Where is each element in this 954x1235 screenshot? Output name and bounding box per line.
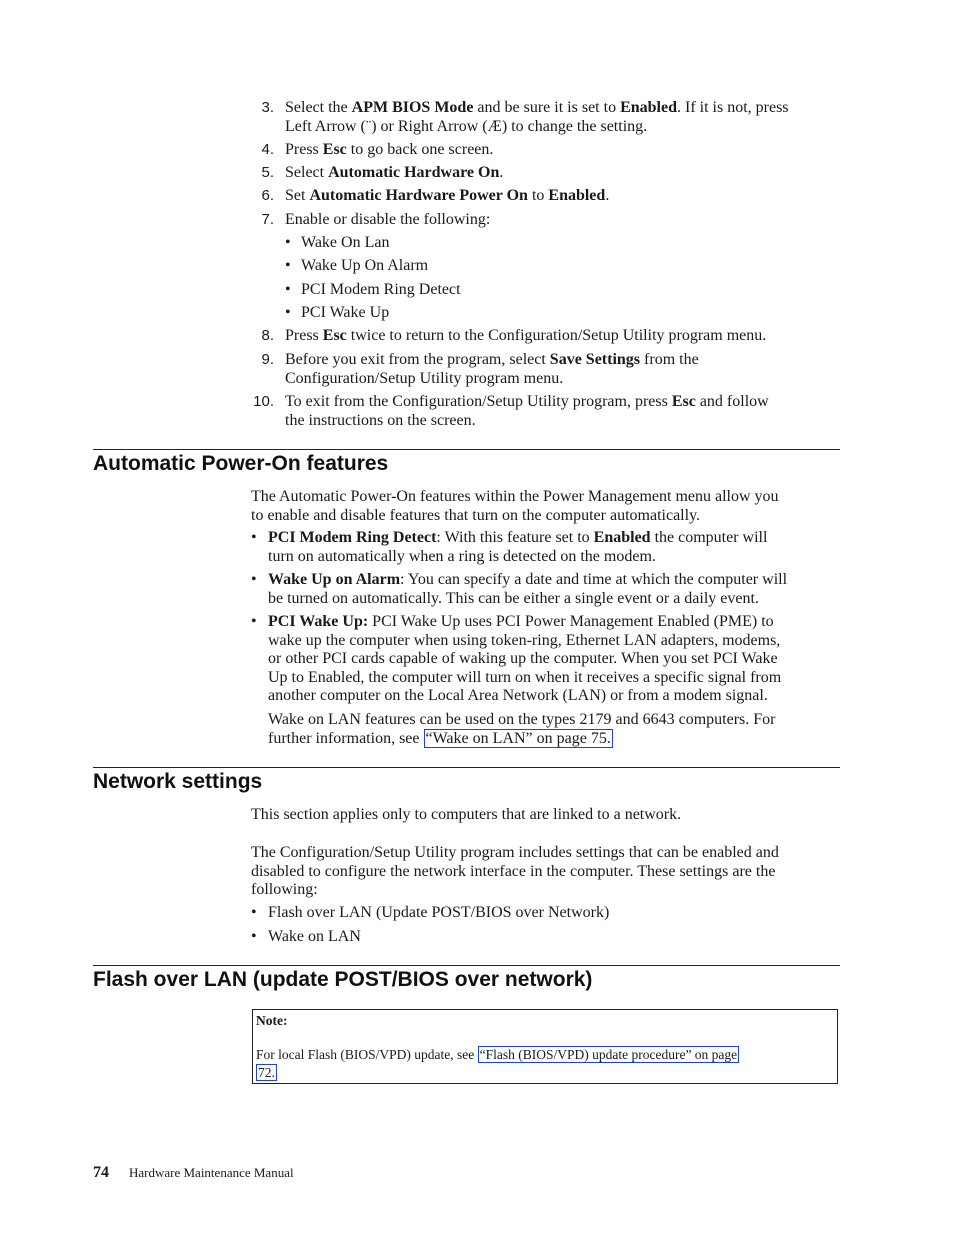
step-text: twice to return to the Configuration/Setup Utility program menu. bbox=[346, 327, 767, 344]
step-text: and be sure it is set to bbox=[473, 99, 621, 116]
network-p1: This section applies only to computers that are linked to a network. bbox=[251, 806, 682, 823]
para-line: disabled to configure the network interface in the computer. These settings are the bbox=[251, 862, 776, 880]
section-divider bbox=[93, 767, 840, 768]
para-line: Wake on LAN features can be used on the types 2179 and 6643 computers. For bbox=[268, 711, 776, 728]
step-bold: APM BIOS Mode bbox=[351, 99, 474, 116]
step-bold: Esc bbox=[671, 393, 696, 410]
para-line: following: bbox=[251, 881, 318, 898]
feature-name: Wake Up on Alarm bbox=[268, 571, 401, 588]
feature-name: PCI Wake Up: bbox=[268, 613, 369, 630]
step-text: To exit from the Configuration/Setup Utility program, press bbox=[285, 393, 672, 410]
feature-text: PCI Wake Up uses PCI Power Management Enabled (PME) to bbox=[368, 613, 774, 630]
step7-item: • PCI Wake Up bbox=[301, 304, 389, 323]
page-number: 74 bbox=[93, 1164, 109, 1181]
step-number: 6. bbox=[261, 187, 274, 204]
feature-name: PCI Modem Ring Detect bbox=[268, 529, 437, 546]
step-number: 5. bbox=[261, 164, 274, 181]
step-text: . If it is not, press bbox=[676, 99, 789, 116]
auto-power-intro bbox=[251, 488, 841, 525]
step-bold: Enabled bbox=[620, 99, 677, 116]
step-text: Left Arrow (¨) or Right Arrow (Æ) to change the setting. bbox=[285, 117, 648, 135]
feature-text: be turned on automatically. This can be either a single event or a daily event. bbox=[268, 589, 759, 607]
network-item: • Flash over LAN (Update POST/BIOS over Network) bbox=[268, 904, 840, 923]
step-text: Select bbox=[285, 164, 329, 181]
step-bold: Automatic Hardware Power On bbox=[309, 187, 528, 204]
step-text: from the bbox=[640, 351, 699, 368]
feature-wake-up-alarm bbox=[268, 571, 840, 608]
flash-procedure-link[interactable]: “Flash (BIOS/VPD) update procedure” on page bbox=[479, 1047, 738, 1062]
para-line: to enable and disable features that turn on the computer automatically. bbox=[251, 506, 701, 524]
step-text: to go back one screen. bbox=[346, 141, 494, 158]
feature-pci-modem-ring bbox=[268, 529, 840, 566]
note-text bbox=[256, 1046, 834, 1082]
step-text: the instructions on the screen. bbox=[285, 411, 476, 429]
para-line: further information, see bbox=[268, 729, 424, 747]
step-bold: Automatic Hardware On bbox=[328, 164, 500, 181]
wake-on-lan-link[interactable]: “Wake on LAN” on page 75. bbox=[425, 729, 611, 747]
para-line: The Configuration/Setup Utility program includes settings that can be enabled and bbox=[251, 844, 779, 861]
step-text: Before you exit from the program, select bbox=[285, 351, 550, 368]
step-bold: Save Settings bbox=[549, 351, 641, 368]
section-heading-auto-power: Automatic Power-On features bbox=[93, 452, 389, 475]
section-divider bbox=[93, 449, 840, 450]
step-text: to bbox=[527, 187, 549, 204]
step-number: 3. bbox=[261, 99, 274, 116]
step-text: Enable or disable the following: bbox=[285, 211, 491, 228]
section-divider bbox=[93, 965, 840, 966]
step7-item: • Wake Up On Alarm bbox=[301, 257, 428, 276]
note-box bbox=[252, 1009, 838, 1084]
network-p2 bbox=[251, 844, 841, 900]
step-text: Press bbox=[285, 141, 323, 158]
feature-pci-wake-up bbox=[268, 613, 840, 706]
note-text-line: For local Flash (BIOS/VPD) update, see bbox=[256, 1047, 478, 1062]
step-number: 9. bbox=[261, 351, 274, 368]
feature-text: or other PCI cards capable of waking up the computer. When you set PCI Wake bbox=[268, 650, 778, 667]
feature-bold: Enabled bbox=[593, 529, 651, 546]
feature-text: the computer will bbox=[650, 529, 768, 546]
step-bold: Esc bbox=[322, 141, 347, 158]
step7-item: • Wake On Lan bbox=[301, 234, 389, 253]
feature-text: Up to Enabled, the computer will turn on when it receives a specific signal from bbox=[268, 668, 782, 686]
step-number: 7. bbox=[261, 211, 274, 228]
section-heading-network: Network settings bbox=[93, 770, 263, 793]
feature-text: : You can specify a date and time at which the computer will bbox=[400, 571, 788, 588]
feature-text: another computer on the Local Area Network (LAN) or from a modem signal. bbox=[268, 687, 768, 704]
step-text: . bbox=[605, 187, 610, 204]
wake-on-lan-note bbox=[268, 711, 840, 748]
feature-text: turn on automatically when a ring is detected on the modem. bbox=[268, 547, 656, 565]
note-label: Note: bbox=[256, 1013, 288, 1028]
step-text: . bbox=[499, 164, 504, 181]
step-text: Set bbox=[285, 187, 310, 204]
step7-item: • PCI Modem Ring Detect bbox=[301, 281, 461, 300]
step-bold: Esc bbox=[322, 327, 347, 344]
para-line: The Automatic Power-On features within the Power Management menu allow you bbox=[251, 488, 779, 505]
step-text: Configuration/Setup Utility program menu. bbox=[285, 369, 564, 387]
step-text: Press bbox=[285, 327, 323, 344]
step-text: and follow bbox=[695, 393, 769, 410]
network-item: • Wake on LAN bbox=[268, 928, 840, 947]
step-number: 4. bbox=[261, 141, 274, 158]
section-heading-flash: Flash over LAN (update POST/BIOS over network) bbox=[93, 968, 593, 991]
feature-text: wake up the computer when using token-ring, Ethernet LAN adapters, modems, bbox=[268, 631, 781, 649]
feature-text: : With this feature set to bbox=[436, 529, 594, 546]
step-number: 8. bbox=[261, 327, 274, 344]
step-text: Select the bbox=[285, 99, 352, 116]
step-bold: Enabled bbox=[548, 187, 606, 204]
step-number: 10. bbox=[253, 393, 274, 410]
flash-procedure-link-page[interactable]: 72. bbox=[258, 1065, 275, 1080]
footer-doc-title: Hardware Maintenance Manual bbox=[129, 1165, 294, 1180]
